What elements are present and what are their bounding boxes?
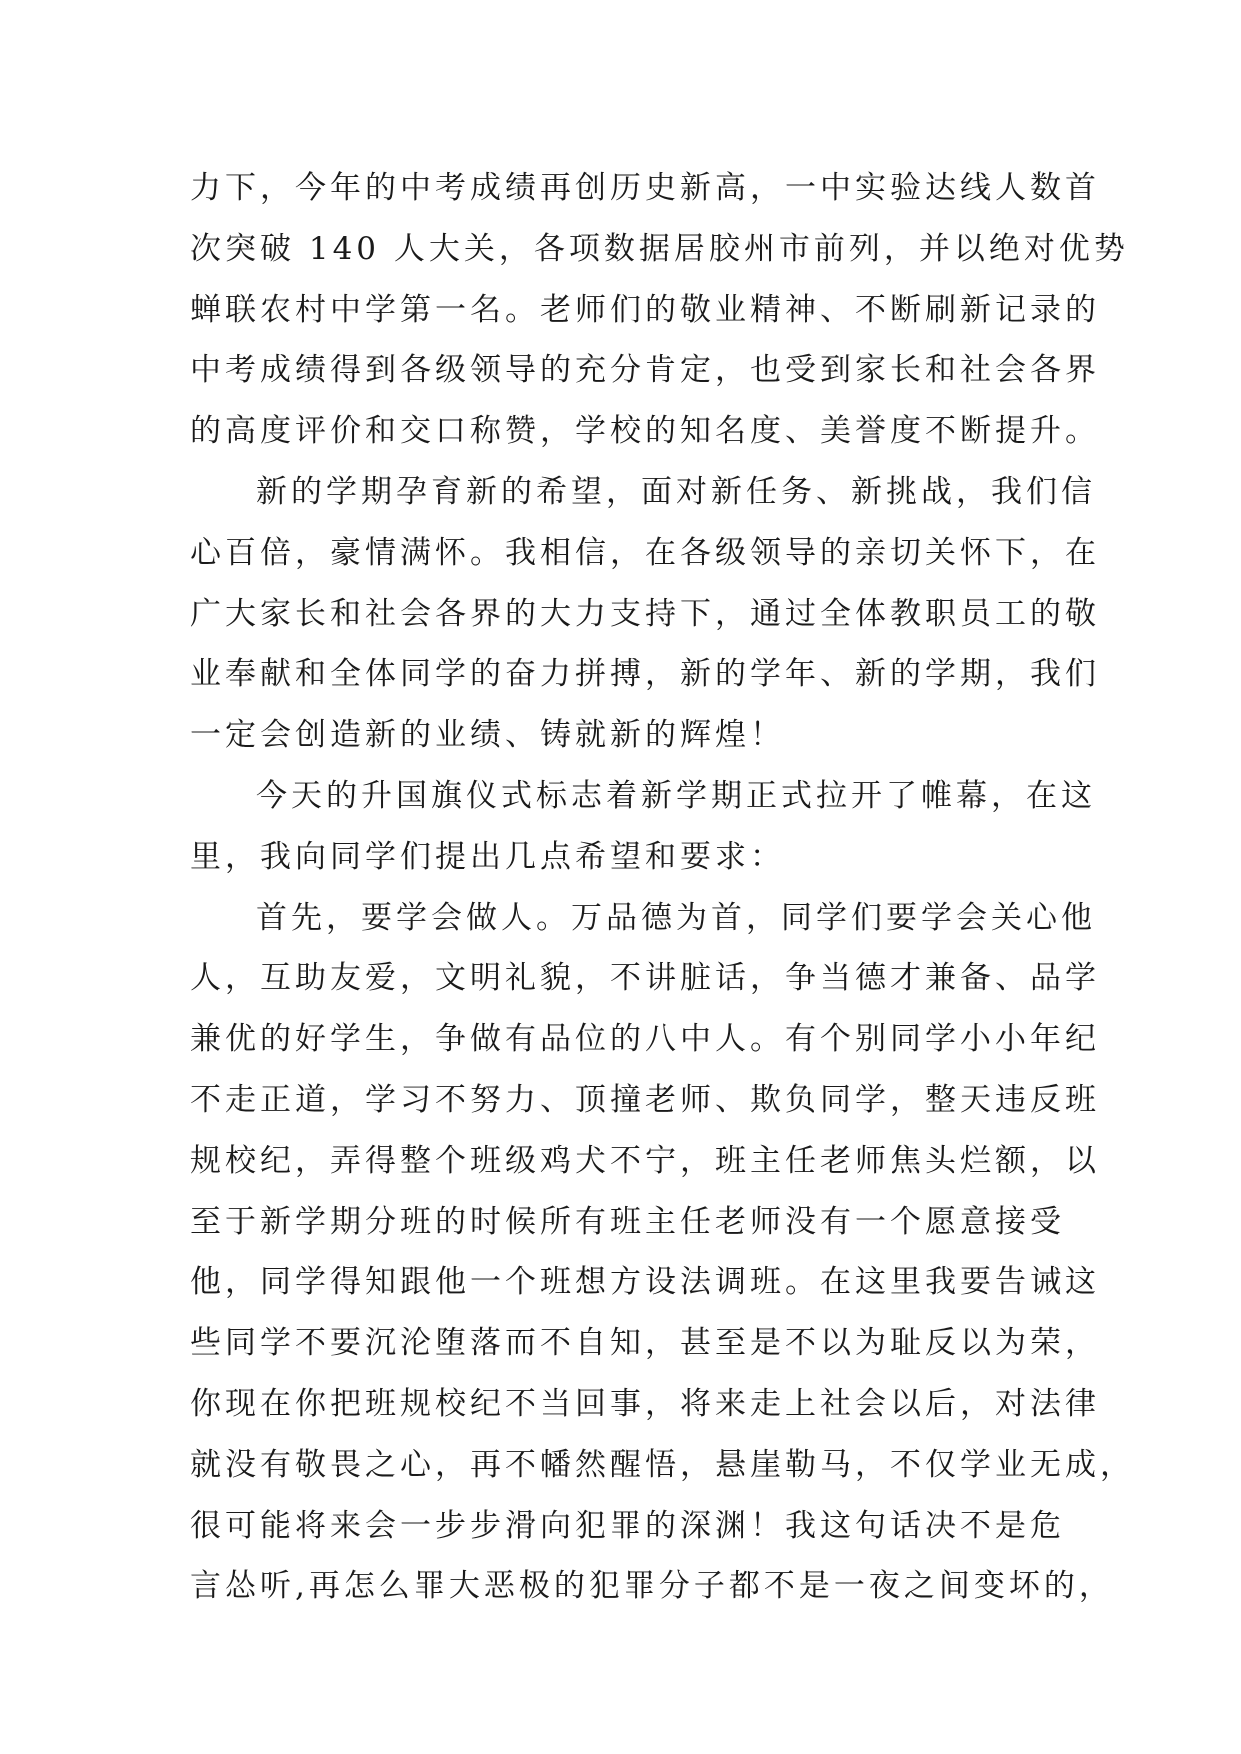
text-line: 不走正道，学习不努力、顶撞老师、欺负同学，整天违反班 bbox=[190, 1081, 1100, 1118]
text-line: 次突破 140 人大关，各项数据居胶州市前列，并以绝对优势 bbox=[190, 230, 1129, 267]
text-line: 规校纪，弄得整个班级鸡犬不宁，班主任老师焦头烂额，以 bbox=[190, 1142, 1100, 1179]
text-line: 中考成绩得到各级领导的充分肯定，也受到家长和社会各界 bbox=[190, 352, 1100, 389]
text-line: 一定会创造新的业绩、铸就新的辉煌！ bbox=[190, 717, 785, 754]
text-line: 就没有敬畏之心，再不幡然醒悟，悬崖勒马，不仅学业无成， bbox=[190, 1446, 1135, 1483]
text-line: 广大家长和社会各界的大力支持下，通过全体教职员工的敬 bbox=[190, 595, 1100, 632]
text-line: 心百倍，豪情满怀。我相信，在各级领导的亲切关怀下，在 bbox=[190, 534, 1100, 571]
text-line: 新的学期孕育新的希望，面对新任务、新挑战，我们信 bbox=[256, 473, 1096, 510]
text-line: 你现在你把班规校纪不当回事，将来走上社会以后，对法律 bbox=[190, 1385, 1100, 1422]
text-line: 至于新学期分班的时候所有班主任老师没有一个愿意接受 bbox=[190, 1203, 1065, 1240]
text-line: 兼优的好学生，争做有品位的八中人。有个别同学小小年纪 bbox=[190, 1021, 1100, 1058]
text-line: 今天的升国旗仪式标志着新学期正式拉开了帷幕，在这 bbox=[256, 777, 1096, 814]
body-text bbox=[190, 158, 1135, 1617]
text-line: 蝉联农村中学第一名。老师们的敬业精神、不断刷新记录的 bbox=[190, 291, 1100, 328]
text-line: 里，我向同学们提出几点希望和要求： bbox=[190, 838, 785, 875]
text-line: 很可能将来会一步步滑向犯罪的深渊！我这句话决不是危 bbox=[190, 1507, 1065, 1544]
text-line: 首先，要学会做人。万品德为首，同学们要学会关心他 bbox=[256, 899, 1096, 936]
text-line: 业奉献和全体同学的奋力拼搏，新的学年、新的学期，我们 bbox=[190, 656, 1100, 693]
text-line: 人，互助友爱，文明礼貌，不讲脏话，争当德才兼备、品学 bbox=[190, 960, 1100, 997]
text-line: 他，同学得知跟他一个班想方设法调班。在这里我要告诫这 bbox=[190, 1264, 1100, 1301]
text-line: 言怂听,再怎么罪大恶极的犯罪分子都不是一夜之间变坏的， bbox=[190, 1568, 1114, 1605]
text-line: 的高度评价和交口称赞，学校的知名度、美誉度不断提升。 bbox=[190, 413, 1100, 450]
text-line: 力下，今年的中考成绩再创历史新高，一中实验达线人数首 bbox=[190, 170, 1100, 206]
text-line: 些同学不要沉沦堕落而不自知，甚至是不以为耻反以为荣， bbox=[190, 1325, 1100, 1362]
